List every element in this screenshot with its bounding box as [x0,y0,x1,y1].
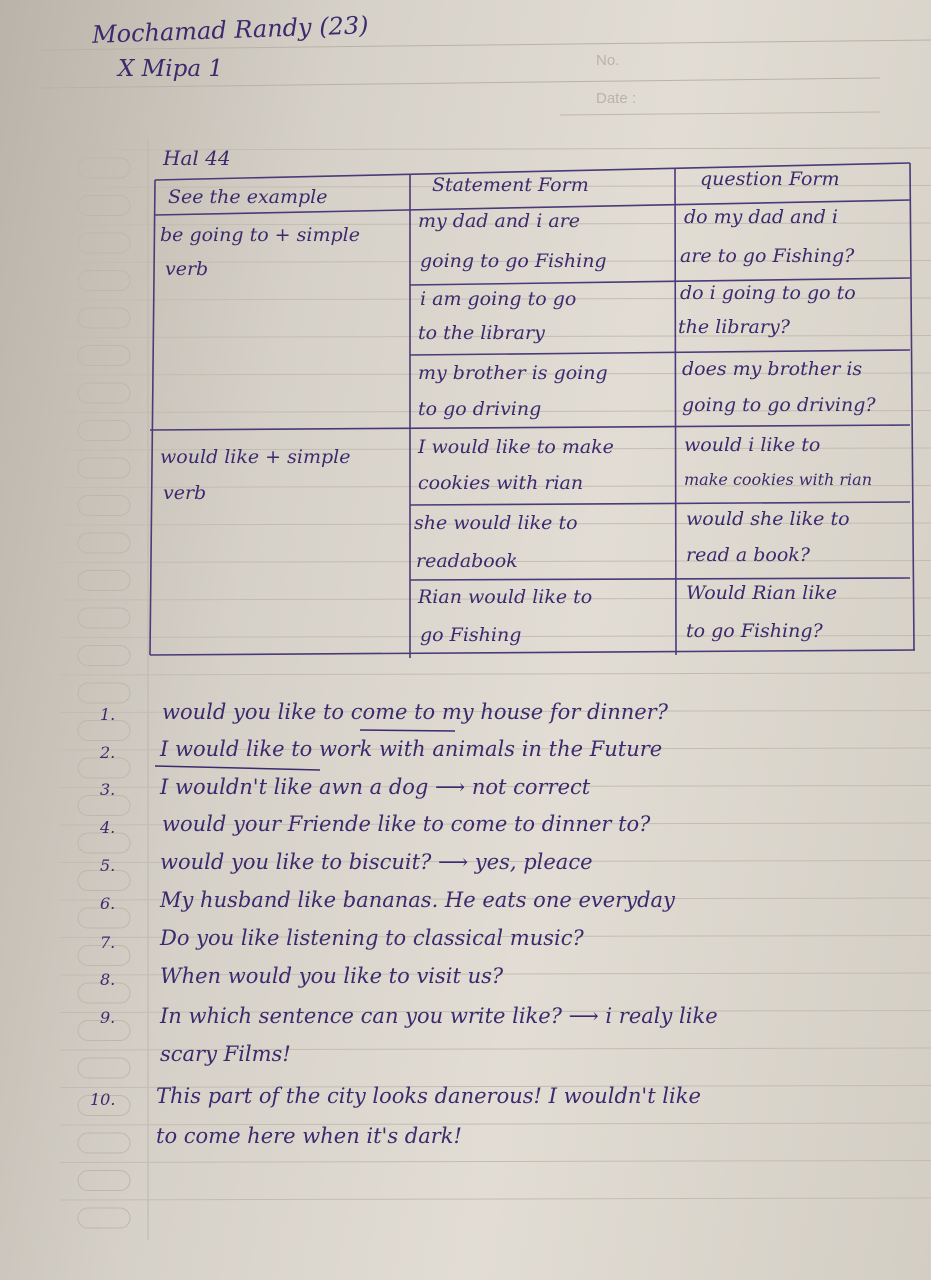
statement-2-line-1: i am going to go [420,288,577,310]
margin-oval [78,533,130,553]
statement-5-line-2: readabook [416,550,518,572]
page-reference: Hal 44 [163,146,231,170]
margin-oval [78,571,130,591]
answer-number-9: 9. [100,1008,116,1027]
margin-oval [78,158,130,178]
table-header-statement: Statement Form [432,174,589,196]
margin-oval [78,1058,130,1078]
answer-number-3: 3. [100,780,116,799]
ruled-line [60,1161,931,1163]
ruled-line [60,673,931,675]
answer-number-2: 2. [100,743,116,762]
question-6-line-2: to go Fishing? [686,620,823,642]
margin-oval [78,646,130,666]
statement-4-line-2: cookies with rian [418,472,584,494]
example-1-line-1: be going to + simple [160,224,360,246]
ruled-line [60,1198,931,1200]
margin-oval [78,458,130,478]
question-4-line-1: would i like to [684,434,821,456]
answer-number-5: 5. [100,856,116,875]
question-2-line-2: the library? [678,316,790,338]
question-1-line-1: do my dad and i [684,206,838,228]
statement-2-line-2: to the library [418,322,545,344]
margin-oval [78,196,130,216]
statement-1-line-1: my dad and i are [418,210,581,232]
question-2-line-1: do i going to go to [680,282,856,304]
margin-oval [78,496,130,516]
answer-number-6: 6. [100,894,116,913]
answer-number-1: 1. [100,705,116,724]
margin-oval [78,1133,130,1153]
answer-text-1: would you like to come to my house for dinner? [162,700,668,724]
margin-oval [78,271,130,291]
margin-oval [78,421,130,441]
statement-6-line-1: Rian would like to [418,586,593,608]
answer-number-7: 7. [100,933,116,952]
student-name: Mochamad Randy (23) [91,11,369,49]
question-5-line-2: read a book? [686,544,810,566]
answer-text-2: I would like to work with animals in the Future [160,737,663,761]
margin-oval [78,383,130,403]
margin-oval [78,1208,130,1228]
question-3-line-1: does my brother is [682,358,863,380]
answer-number-10: 10. [90,1090,116,1109]
statement-5-line-1: she would like to [414,512,578,534]
example-2-line-1: would like + simple [160,446,351,468]
answer-text-10-cont: to come here when it's dark! [156,1124,462,1148]
date-label: Date : [596,90,637,107]
margin-oval [78,683,130,703]
question-4-line-2: make cookies with rian [684,470,873,489]
statement-4-line-1: I would like to make [418,436,614,458]
statement-3-line-1: my brother is going [418,362,608,384]
margin-oval [78,308,130,328]
answer-text-8: When would you like to visit us? [160,964,504,988]
answer-text-7: Do you like listening to classical music? [160,926,584,950]
answer-text-9-cont: scary Films! [160,1042,291,1066]
example-1-line-2: verb [165,258,209,280]
class-name: X Mipa 1 [118,56,223,82]
statement-1-line-2: going to go Fishing [420,250,607,272]
question-1-line-2: are to go Fishing? [680,245,855,267]
answer-text-4: would your Friende like to come to dinner to? [162,812,651,836]
margin-oval [78,1171,130,1191]
margin-oval [78,346,130,366]
statement-6-line-2: go Fishing [420,624,522,646]
question-3-line-2: going to go driving? [682,394,876,416]
no-label: No. [596,52,620,69]
margin-oval [78,608,130,628]
margin-oval [78,233,130,253]
answer-text-10: This part of the city looks danerous! I wouldn't like [156,1084,701,1108]
answer-text-6: My husband like bananas. He eats one everyday [160,888,675,912]
table-header-question: question Form [700,168,840,190]
question-6-line-1: Would Rian like [686,582,838,604]
answer-number-8: 8. [100,970,116,989]
table-header-example: See the example [168,186,328,208]
answer-text-9: In which sentence can you write like? ⟶ i realy like [160,1004,718,1028]
answer-text-3: I wouldn't like awn a dog ⟶ not correct [160,775,591,799]
statement-3-line-2: to go driving [418,398,542,420]
question-5-line-1: would she like to [686,508,850,530]
answer-text-5: would you like to biscuit? ⟶ yes, pleace [160,850,593,874]
example-2-line-2: verb [163,482,207,504]
answer-number-4: 4. [100,818,116,837]
